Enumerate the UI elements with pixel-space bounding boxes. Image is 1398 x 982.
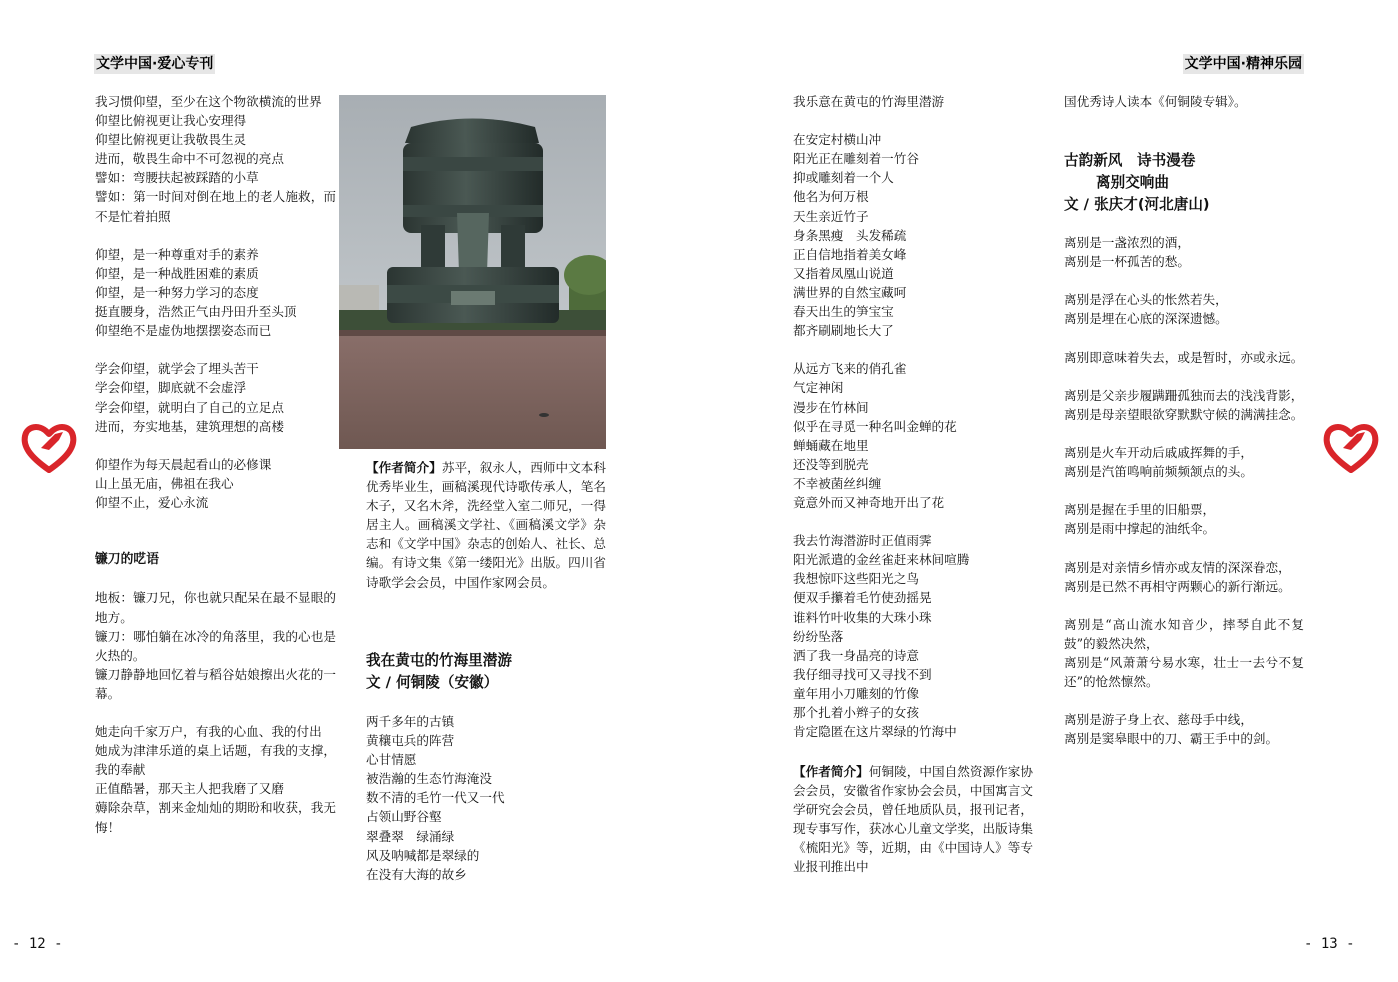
poem-line: 学会仰望，就学会了埋头苦干 xyxy=(95,361,259,377)
poem-line: 她走向千家万户，有我的心血、我的付出 xyxy=(95,724,322,740)
poem-line: 离别是“高山流水知音少，摔琴自此不复鼓”的毅然决然， xyxy=(1064,616,1304,651)
poem-line: 童年用小刀雕刻的竹像 xyxy=(793,685,919,701)
page-number-left: - 12 - xyxy=(12,936,63,952)
poem-line: 正值酷暑，那天主人把我磨了又磨 xyxy=(95,781,284,797)
poem-line: 仰望比俯视更让我心安理得 xyxy=(95,113,247,129)
poem-line: 离别是对亲情乡情亦或友情的深深眷恋， xyxy=(1064,559,1291,575)
poem-line: 阳光正在雕刻着一竹谷 xyxy=(793,151,919,167)
poem-line: 占领山野谷壑 xyxy=(366,809,442,825)
poem-line: 离别是浮在心头的怅然若失， xyxy=(1064,292,1228,308)
stanza-gap xyxy=(95,340,336,359)
author-bio-label: 【作者简介】 xyxy=(366,460,442,475)
right-page-header: 文学中国·精神乐园 xyxy=(1184,56,1302,72)
stanza-gap xyxy=(1064,691,1304,710)
stanza-gap xyxy=(1064,367,1304,386)
right-page-author-bio xyxy=(793,762,1033,877)
stanza-gap xyxy=(95,531,336,550)
poem-line: 进而，敬畏生命中不可忽视的亮点 xyxy=(95,151,284,167)
poem-line: 仰望，是一种尊重对手的素养 xyxy=(95,246,259,262)
left-page-poem-heading xyxy=(366,650,606,694)
poem-line: 似乎在寻觅一种名叫金蝉的花 xyxy=(793,418,957,434)
poem-line: 还没等到脱壳 xyxy=(793,456,869,472)
bronze-cauldron-photo xyxy=(339,95,606,449)
poem-line: 漫步在竹林间 xyxy=(793,399,869,415)
stanza-gap xyxy=(95,512,336,531)
poem-line: 离别是埋在心底的深深遗憾。 xyxy=(1064,311,1228,327)
stanza-gap xyxy=(793,340,1033,359)
poem-line: 两千多年的古镇 xyxy=(366,714,455,729)
stanza-gap xyxy=(793,111,1033,130)
heart-hand-logo-icon xyxy=(1321,418,1381,476)
poem-line: 纷纷坠落 xyxy=(793,628,844,644)
stanza-gap xyxy=(95,569,336,588)
poem-line: 抑或雕刻着一个人 xyxy=(793,170,894,186)
stanza-gap xyxy=(95,436,336,455)
stanza-gap xyxy=(1064,596,1304,615)
stanza-gap xyxy=(95,226,336,245)
poem-title: 我在黄屯的竹海里潜游 xyxy=(366,652,512,669)
poem-line: 肯定隐匿在这片翠绿的竹海中 xyxy=(793,724,957,740)
stanza-gap xyxy=(1064,481,1304,500)
poem-line: 学会仰望，脚底就不会虚浮 xyxy=(95,380,247,396)
poem-line: 气定神闲 xyxy=(793,380,844,396)
poem-line: 仰望，是一种战胜困难的素质 xyxy=(95,265,259,281)
poem-line: 黄穰屯兵的阵营 xyxy=(366,733,455,749)
left-column-poems xyxy=(95,92,336,837)
poem-line: 地板：镰刀兄，你也就只配呆在最不显眼的地方。 xyxy=(95,590,336,625)
poem-line: 天生亲近竹子 xyxy=(793,208,869,224)
poem-line: 仰望比俯视更让我敬畏生灵 xyxy=(95,132,247,148)
stanza-gap xyxy=(1064,539,1304,558)
poem-line: 我去竹海潜游时正值雨霁 xyxy=(793,533,932,549)
stanza-gap xyxy=(793,512,1033,531)
poem-line: 阳光派遣的金丝雀赶来林间喧腾 xyxy=(793,552,970,568)
bio-continued xyxy=(1064,92,1304,111)
poem-line: 离别即意味着失去，或是暂时，亦或永远。 xyxy=(1064,349,1304,365)
poem-author: 文 / 张庆才(河北唐山) xyxy=(1064,196,1210,213)
poem-line: 离别是母亲望眼欲穿默默守候的满满挂念。 xyxy=(1064,406,1304,422)
poem-line: 离别是父亲步履蹒跚孤独而去的浅浅背影， xyxy=(1064,387,1304,403)
poem-line: 又指着凤凰山说道 xyxy=(793,265,894,281)
poem-line: 风及呐喊都是翠绿的 xyxy=(366,847,480,863)
right-page xyxy=(699,0,1398,982)
poem-line: 薅除杂草，割来金灿灿的期盼和收获，我无悔！ xyxy=(95,800,336,835)
poem-line: 正自信地指着美女峰 xyxy=(793,246,907,262)
poem-line: 离别是一杯孤苦的愁。 xyxy=(1064,254,1190,270)
poem-line: 在没有大海的故乡 xyxy=(366,866,467,882)
poem-line: 山上虽无庙，佛祖在我心 xyxy=(95,475,234,491)
poem-line: 谁料竹叶收集的大珠小珠 xyxy=(793,609,932,625)
left-page-author-bio xyxy=(366,458,606,592)
poem-line: 我乐意在黄屯的竹海里潜游 xyxy=(793,94,945,109)
poem-line: 我想惊吓这些阳光之鸟 xyxy=(793,571,919,587)
right-page-poem-lines xyxy=(793,92,1033,741)
author-bio-text: 苏平，叙永人，西师中文本科优秀毕业生，画稿溪现代诗歌传承人，笔名木子，又名木斧，洗经堂入室二师兄，一得居主人。画稿溪文学社、《画稿溪文学》杂志和《文学中国》杂志的创始人、社长、总编。有诗文集《第一缕阳光》出版。四川省诗歌学会会员，中国作家网会员。 xyxy=(366,460,607,590)
bio-continued-text: 国优秀诗人读本《何铜陵专辑》。 xyxy=(1064,94,1247,109)
poem-line: 离别是窦皋眼中的刀、霸王手中的剑。 xyxy=(1064,731,1279,747)
stanza-gap xyxy=(1064,271,1304,290)
poem-line: 离别是汽笛鸣响前频频颔点的头。 xyxy=(1064,464,1253,480)
heart-hand-logo-icon xyxy=(19,418,79,476)
poem-line: 不幸被菌丝纠缠 xyxy=(793,475,882,491)
poem-line: 都齐刷刷地长大了 xyxy=(793,323,894,339)
right-page-stanzas xyxy=(1064,233,1304,749)
poem-line: 从远方飞来的俏孔雀 xyxy=(793,361,907,377)
poem-line: 她成为津津乐道的桌上话题，有我的支撑，我的奉献 xyxy=(95,743,336,778)
page-number-right: - 13 - xyxy=(1304,936,1355,952)
poem-title: 离别交响曲 xyxy=(1096,174,1169,191)
poem-line: 譬如：第一时间对倒在地上的老人施救，而不是忙着拍照 xyxy=(95,189,336,224)
left-page-header: 文学中国·爱心专刊 xyxy=(96,56,214,72)
poem-line: 他名为何万根 xyxy=(793,189,869,205)
poem-line: 洒了我一身晶亮的诗意 xyxy=(793,647,919,663)
author-bio-label: 【作者简介】 xyxy=(793,764,869,779)
section-title: 古韵新风 诗书漫卷 xyxy=(1064,152,1196,169)
poem-line: 离别是游子身上衣、慈母手中线， xyxy=(1064,712,1253,728)
poem-author: 文 / 何铜陵（安徽） xyxy=(366,674,499,691)
stanza-gap xyxy=(1064,328,1304,347)
poem-line: 身条黑瘦 头发稀疏 xyxy=(793,227,907,243)
poem-line: 竟意外而又神奇地开出了花 xyxy=(793,494,945,510)
poem-line: 离别是“风萧萧兮易水寒，壮士一去兮不复还”的怆然懔然。 xyxy=(1064,655,1304,690)
poem-line: 离别是火车开动后戚戚挥舞的手， xyxy=(1064,445,1253,461)
poem-line: 我仔细寻找可又寻找不到 xyxy=(793,666,932,682)
poem-line: 春天出生的笋宝宝 xyxy=(793,304,894,320)
right-page-poem-heading xyxy=(1064,150,1304,216)
poem-title: 镰刀的呓语 xyxy=(95,552,159,568)
poem-line: 心甘情愿 xyxy=(366,752,417,768)
poem-line: 镰刀静静地回忆着与稻谷姑娘擦出火花的一幕。 xyxy=(95,666,336,701)
poem-line: 蝉蛹藏在地里 xyxy=(793,437,869,453)
poem-line: 便双手攥着毛竹使劲摇晃 xyxy=(793,590,932,606)
poem-line: 仰望，是一种努力学习的态度 xyxy=(95,284,259,300)
poem-line: 在安定村横山冲 xyxy=(793,132,882,148)
poem-line: 离别是雨中撑起的油纸伞。 xyxy=(1064,521,1216,537)
poem-line: 离别是握在手里的旧船票， xyxy=(1064,502,1216,518)
poem-line: 仰望不止，爱心永流 xyxy=(95,494,209,510)
poem-line: 进而，夯实地基，建筑理想的高楼 xyxy=(95,418,284,434)
poem-line: 学会仰望，就明白了自己的立足点 xyxy=(95,399,284,415)
poem-line: 被浩瀚的生态竹海淹没 xyxy=(366,771,492,787)
poem-line: 仰望作为每天晨起看山的必修课 xyxy=(95,456,272,472)
poem-line: 镰刀：哪怕躺在冰冷的角落里，我的心也是火热的。 xyxy=(95,628,336,663)
poem-line: 离别是一盏浓烈的酒， xyxy=(1064,235,1190,250)
poem-line: 仰望绝不是虚伪地摆摆姿态而已 xyxy=(95,323,272,339)
left-page-poem-lines xyxy=(366,712,606,884)
poem-line: 譬如：弯腰扶起被踩踏的小草 xyxy=(95,170,259,186)
poem-line: 翠叠翠 绿涌绿 xyxy=(366,828,455,844)
author-bio-text: 何铜陵，中国自然资源作家协会会员，安徽省作家协会会员，中国寓言文学研究会会员，曾任地质队员，报刊记者，现专事写作，获冰心儿童文学奖，出版诗集《梳阳光》等，近期，由《中国诗人》等专业报刊推出中 xyxy=(793,764,1034,875)
poem-line: 数不清的毛竹一代又一代 xyxy=(366,790,505,806)
poem-line: 满世界的自然宝藏呵 xyxy=(793,284,907,300)
poem-line: 离别是已然不再相守两颗心的新行渐远。 xyxy=(1064,578,1291,594)
poem-line: 那个扎着小辫子的女孩 xyxy=(793,705,919,720)
poem-line: 挺直腰身，浩然正气由丹田升至头顶 xyxy=(95,304,297,320)
poem-line: 我习惯仰望，至少在这个物欲横流的世界 xyxy=(95,94,322,109)
stanza-gap xyxy=(95,703,336,722)
stanza-gap xyxy=(1064,424,1304,443)
